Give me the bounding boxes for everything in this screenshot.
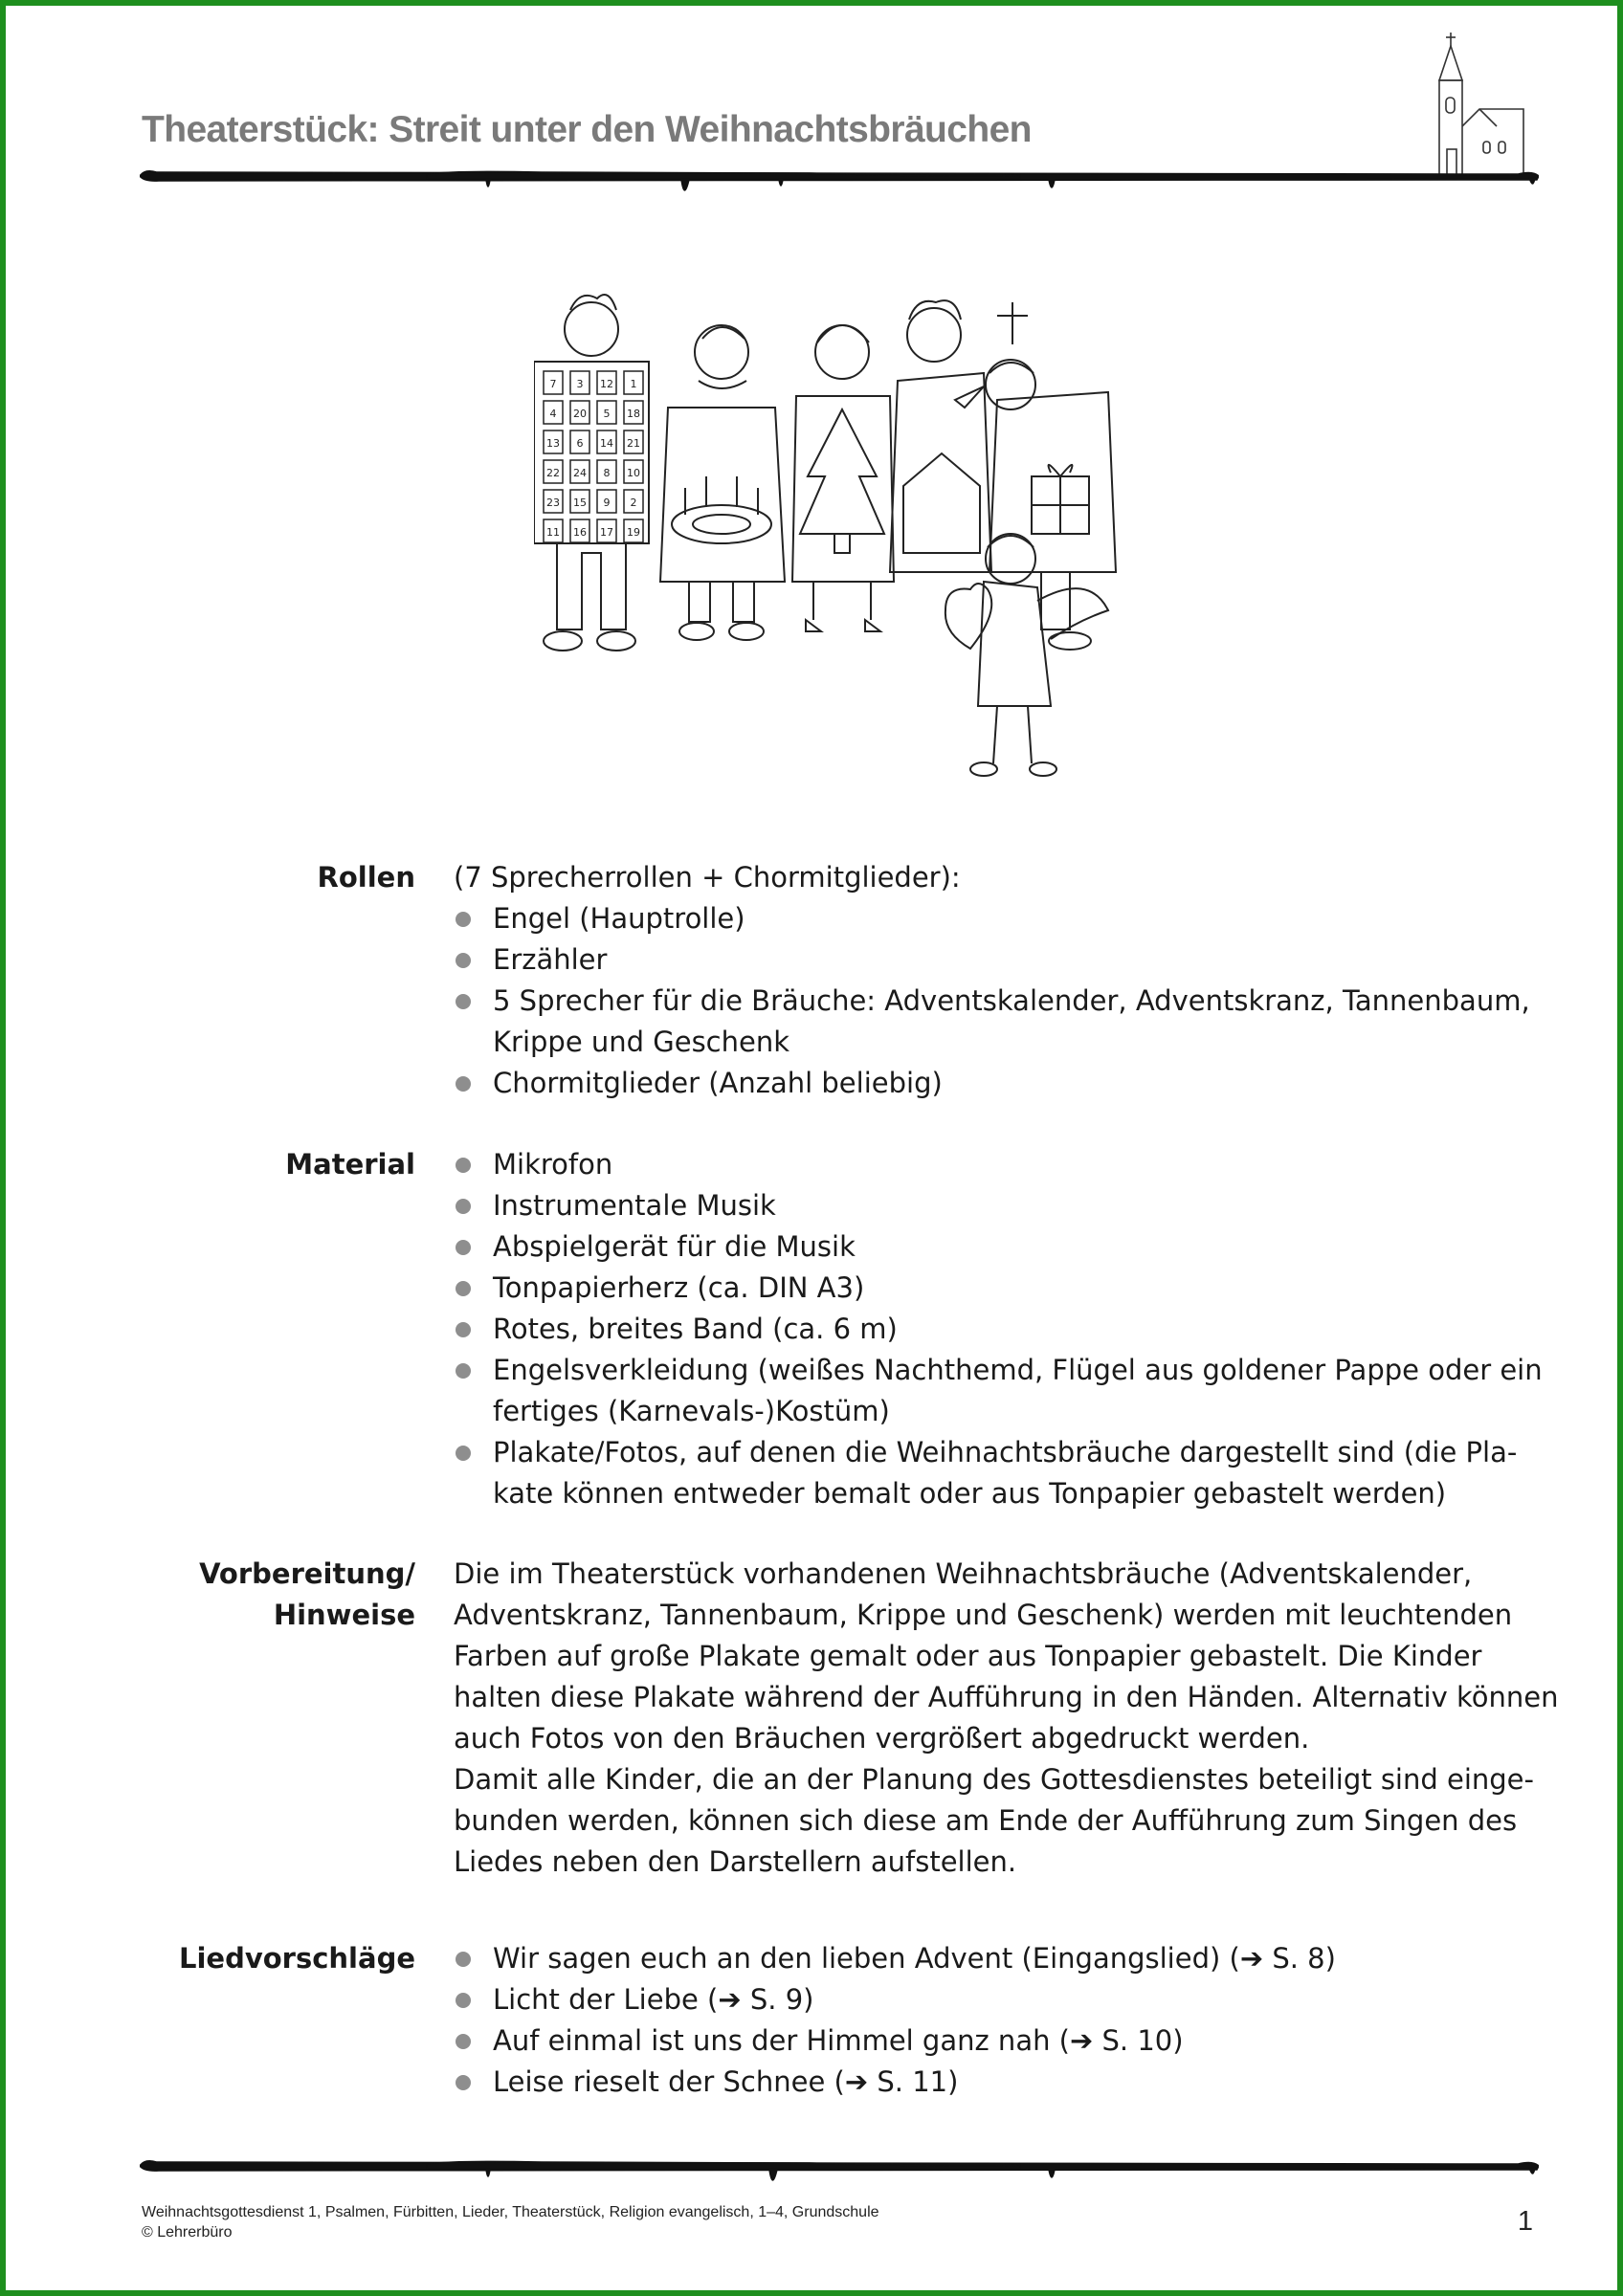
section-content-lieder — [454, 1938, 1527, 2103]
calendar-door-number: 3 — [576, 378, 584, 390]
page-title: Theaterstück: Streit unter den Weihnachtsbräuchen — [142, 109, 1032, 150]
rollen-list — [454, 898, 1530, 1104]
list-item-continuation: Krippe und Geschenk — [493, 1026, 790, 1058]
calendar-door-number: 12 — [600, 378, 613, 390]
list-item: Licht der Liebe (➔ S. 9) — [454, 1979, 1527, 2020]
section-label-material: Material — [285, 1148, 415, 1181]
list-item: Engel (Hauptrolle) — [454, 898, 1527, 939]
calendar-door-number: 2 — [630, 497, 637, 509]
list-item: Leise rieselt der Schnee (➔ S. 11) — [454, 2062, 1527, 2103]
calendar-door-number: 13 — [546, 437, 560, 450]
calendar-door-number: 18 — [627, 408, 640, 420]
paragraph-line: Adventskranz, Tannenbaum, Krippe und Geschenk) werden mit leuchtenden — [454, 1599, 1513, 1631]
section-label-line: Hinweise — [273, 1599, 415, 1631]
footer-divider — [140, 2158, 1539, 2197]
section-label-rollen: Rollen — [317, 861, 415, 894]
list-item — [454, 981, 1530, 1063]
paragraph-line: Damit alle Kinder, die an der Planung des Gottesdienstes beteiligt sind einge- — [454, 1763, 1534, 1796]
paragraph-line: Die im Theaterstück vorhandenen Weihnachtsbräuche (Adventskalender, — [454, 1557, 1473, 1590]
calendar-door-number: 6 — [576, 437, 584, 450]
list-item: Rotes, breites Band (ca. 6 m) — [454, 1309, 1527, 1350]
list-item-continuation: fertiges (Karnevals-)Kostüm) — [493, 1395, 890, 1427]
footer-copyright: © Lehrerbüro — [142, 2224, 233, 2241]
paragraph-line: Farben auf große Plakate gemalt oder aus Tonpapier gebastelt. Die Kinder — [454, 1640, 1482, 1672]
list-item: Abspielgerät für die Musik — [454, 1226, 1527, 1268]
paragraph-line: auch Fotos von den Bräuchen vergrößert abgedruckt werden. — [454, 1722, 1310, 1755]
paragraph-line: Liedes neben den Darstellern aufstellen. — [454, 1845, 1017, 1878]
lieder-list — [454, 1938, 1527, 2103]
list-item-continuation: kate können entweder bemalt oder aus Tonpapier gebastelt werden) — [493, 1477, 1447, 1510]
footer-credits — [142, 2202, 879, 2242]
section-content-rollen — [454, 857, 1530, 1104]
section-label-line: Vorbereitung/ — [199, 1557, 415, 1590]
calendar-door-number: 14 — [600, 437, 613, 450]
list-item: Instrumentale Musik — [454, 1185, 1527, 1226]
section-content-material — [454, 1144, 1543, 1514]
paragraph-line: halten diese Plakate während der Aufführung in den Händen. Alternativ können — [454, 1681, 1559, 1713]
list-item: Erzähler — [454, 939, 1527, 981]
calendar-door-number: 19 — [627, 526, 640, 539]
page-number: 1 — [1517, 2206, 1533, 2237]
section-label-lieder: Liedvorschläge — [178, 1942, 415, 1975]
advent-wreath-poster — [660, 408, 785, 582]
calendar-door-number: 23 — [546, 497, 560, 509]
material-list — [454, 1144, 1543, 1514]
header-divider — [140, 168, 1539, 207]
list-item-text: Plakate/Fotos, auf denen die Weihnachtsbräuche dargestellt sind (die Pla- — [493, 1436, 1518, 1468]
calendar-door-number: 24 — [573, 467, 587, 479]
calendar-door-number: 11 — [546, 526, 560, 539]
calendar-door-number: 4 — [549, 408, 557, 420]
list-item: Wir sagen euch an den lieben Advent (Eingangslied) (➔ S. 8) — [454, 1938, 1527, 1979]
list-item: Tonpapierherz (ca. DIN A3) — [454, 1268, 1527, 1309]
calendar-door-number: 8 — [603, 467, 611, 479]
calendar-door-number: 9 — [603, 497, 611, 509]
children-posters-illustration — [534, 285, 1139, 792]
calendar-door-number: 21 — [627, 437, 640, 450]
church-icon — [1424, 31, 1527, 184]
list-item: Chormitglieder (Anzahl beliebig) — [454, 1063, 1527, 1104]
list-item: Auf einmal ist uns der Himmel ganz nah (➔ S. 10) — [454, 2020, 1527, 2062]
list-item-text: Engelsverkleidung (weißes Nachthemd, Flügel aus goldener Pappe oder ein — [493, 1354, 1543, 1386]
calendar-door-number: 10 — [627, 467, 640, 479]
list-item — [454, 1350, 1543, 1432]
list-item-text: 5 Sprecher für die Bräuche: Adventskalender, Adventskranz, Tannenbaum, — [493, 984, 1530, 1017]
heart-illustration — [945, 584, 991, 649]
list-item: Mikrofon — [454, 1144, 1527, 1185]
calendar-door-number: 16 — [573, 526, 587, 539]
crib-poster — [890, 373, 991, 572]
calendar-door-number: 20 — [573, 408, 587, 420]
calendar-door-number: 5 — [603, 408, 611, 420]
footer-line: Weihnachtsgottesdienst 1, Psalmen, Fürbitten, Lieder, Theaterstück, Religion evangelisch, 1–4, Grundschule — [142, 2204, 879, 2220]
section-label-vorbereitung — [199, 1554, 415, 1636]
calendar-door-number: 15 — [573, 497, 587, 509]
calendar-door-number: 22 — [546, 467, 560, 479]
calendar-door-number: 7 — [549, 378, 557, 390]
rollen-intro: (7 Sprecherrollen + Chormitglieder): — [454, 861, 961, 894]
section-content-vorbereitung — [454, 1554, 1559, 1883]
list-item — [454, 1432, 1527, 1514]
calendar-door-number: 1 — [630, 378, 637, 390]
gift-poster — [989, 392, 1116, 572]
calendar-door-number: 17 — [600, 526, 613, 539]
paragraph-line: bunden werden, können sich diese am Ende der Aufführung zum Singen des — [454, 1804, 1518, 1837]
